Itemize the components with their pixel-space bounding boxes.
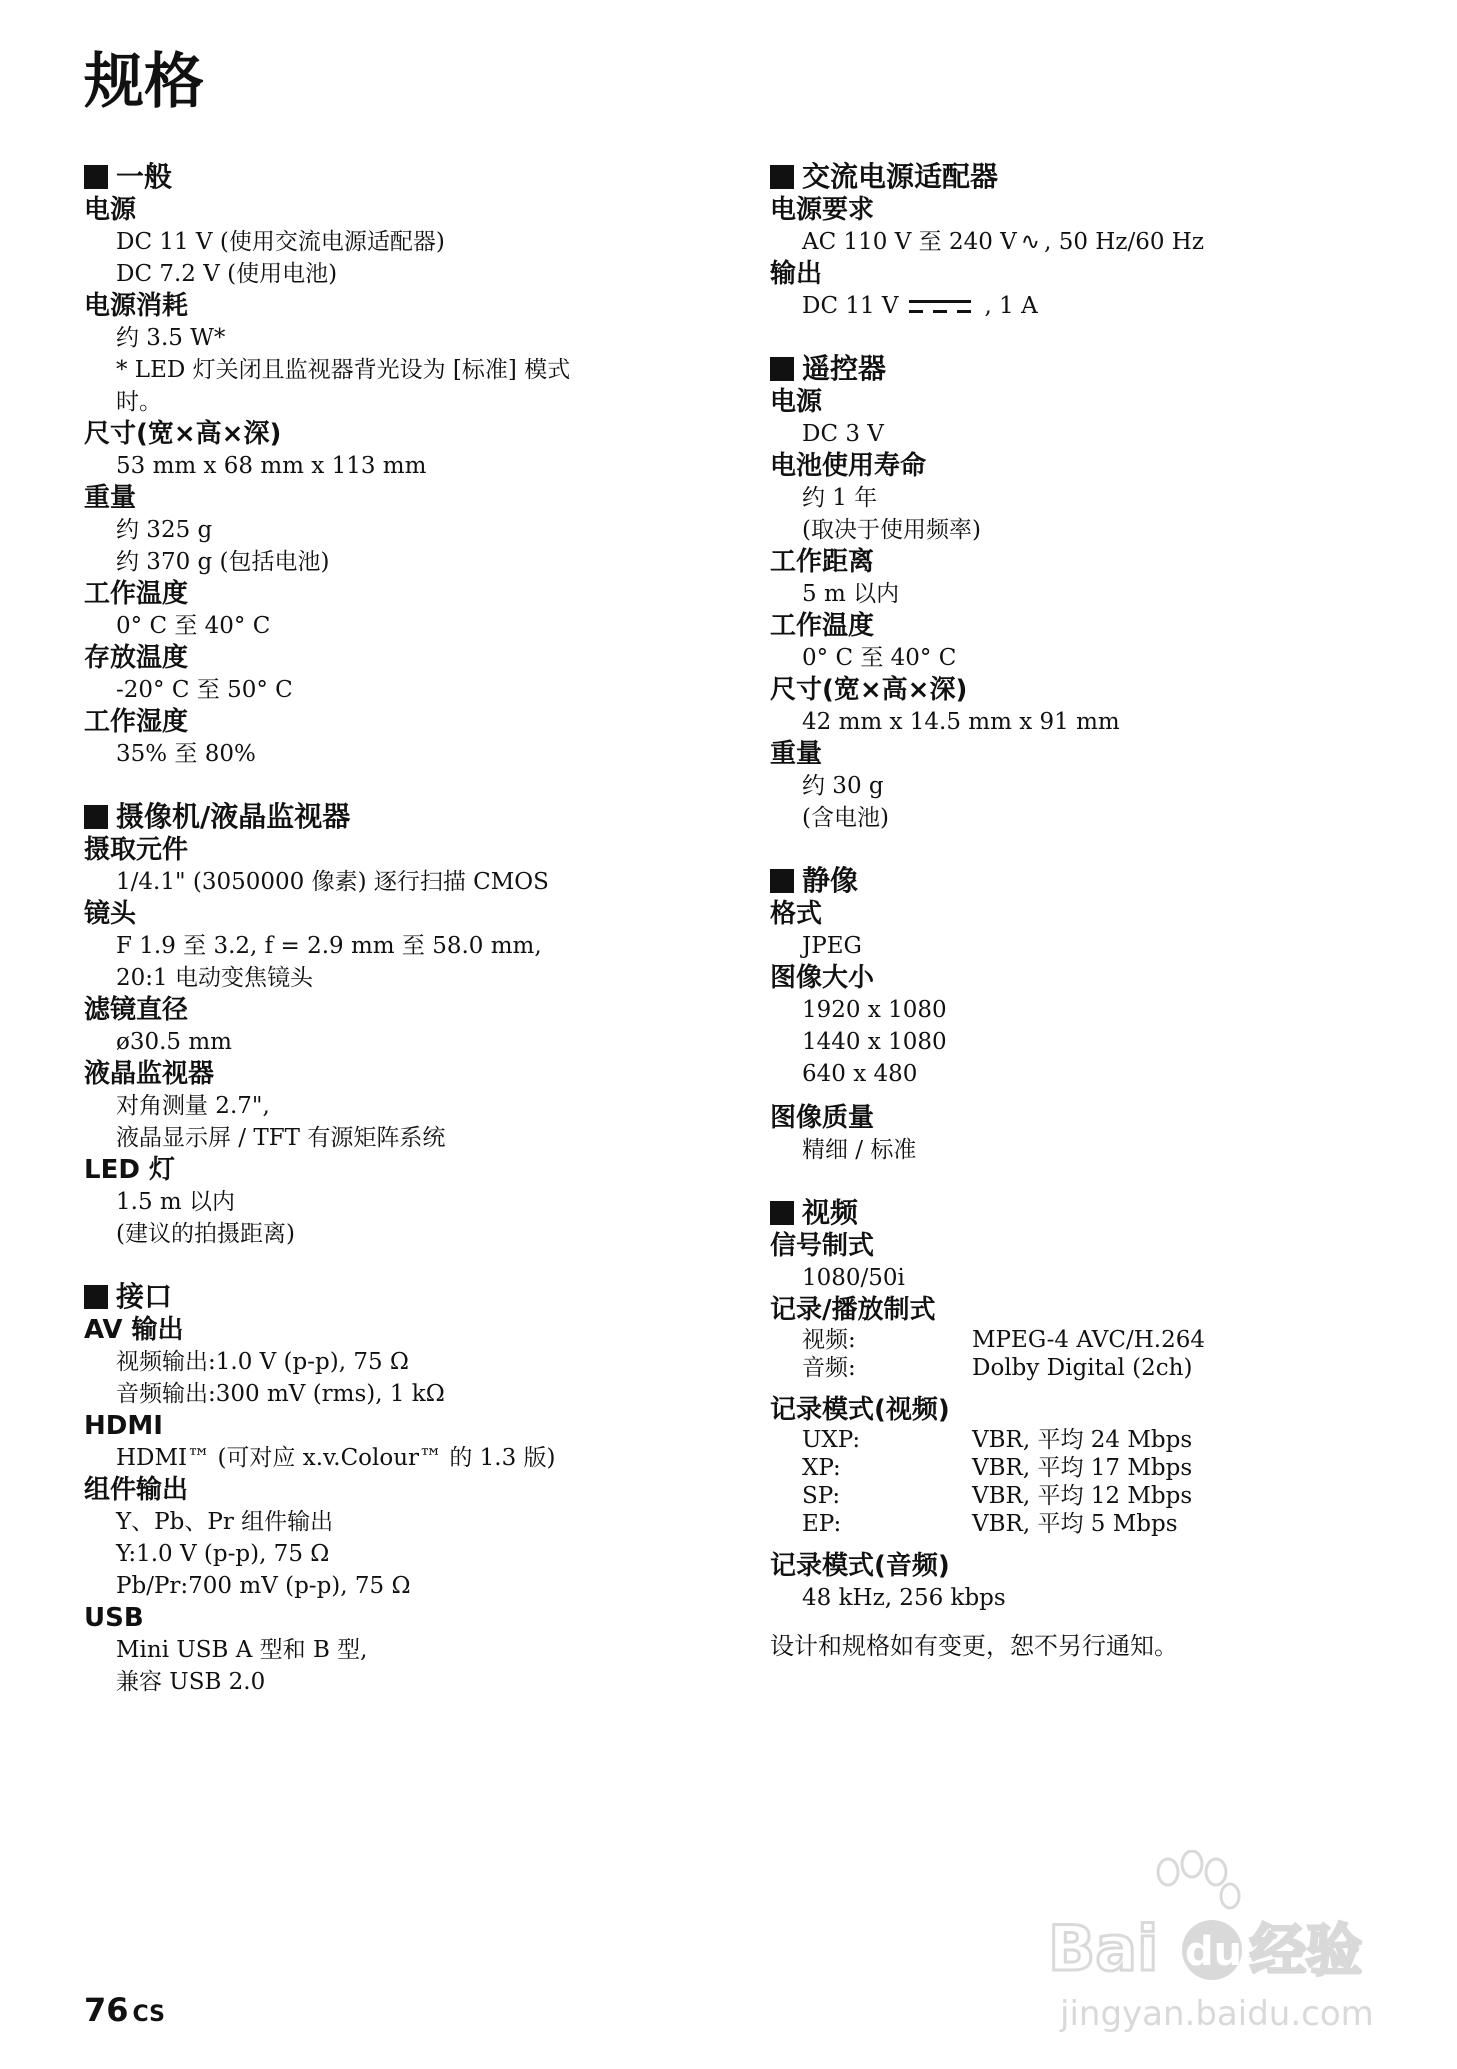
spec-label: LED 灯 bbox=[84, 1155, 175, 1185]
spec-value: 48 kHz, 256 kbps bbox=[802, 1585, 1006, 1611]
section-title: 静像 bbox=[802, 864, 859, 897]
square-bullet-icon bbox=[770, 165, 794, 189]
spec-key: XP: bbox=[802, 1455, 841, 1481]
section-ac-adapter bbox=[770, 160, 1410, 322]
spec-row-value: VBR, 平均 12 Mbps bbox=[972, 1483, 1193, 1509]
section-heading bbox=[770, 864, 1410, 898]
spec-label: HDMI bbox=[84, 1411, 163, 1441]
spec-value: 0° C 至 40° C bbox=[116, 613, 271, 639]
spec-label: 存放温度 bbox=[84, 643, 189, 673]
spec-label: 图像质量 bbox=[770, 1103, 875, 1133]
square-bullet-icon bbox=[770, 1201, 794, 1225]
spec-label: 电源 bbox=[770, 387, 823, 417]
page-title: 规格 bbox=[84, 47, 204, 117]
spec-row bbox=[770, 1454, 1410, 1482]
spec-label: 液晶监视器 bbox=[84, 1059, 215, 1089]
spec-label: 电源要求 bbox=[770, 195, 875, 225]
spec-label: 图像大小 bbox=[770, 963, 875, 993]
spec-row-value: VBR, 平均 5 Mbps bbox=[972, 1511, 1178, 1537]
spec-label: 输出 bbox=[770, 259, 823, 289]
left-column bbox=[84, 160, 724, 1728]
spec-label: 记录模式(音频) bbox=[770, 1551, 950, 1581]
page-number bbox=[84, 1990, 165, 2035]
spec-label: USB bbox=[84, 1603, 144, 1633]
spec-value: -20° C 至 50° C bbox=[116, 677, 293, 703]
spec-label: 摄取元件 bbox=[84, 835, 189, 865]
spec-value: 1080/50i bbox=[802, 1265, 905, 1291]
section-title: 接口 bbox=[116, 1280, 173, 1313]
baidu-jingyan-watermark bbox=[1040, 1850, 1410, 2050]
watermark-brand: Bai bbox=[1048, 1912, 1159, 1985]
spec-value: DC 11 V (使用交流电源适配器) bbox=[116, 229, 445, 255]
spec-value: 0° C 至 40° C bbox=[802, 645, 957, 671]
spec-key: SP: bbox=[802, 1483, 841, 1509]
spec-value: 约 3.5 W* bbox=[116, 325, 226, 351]
watermark-brand-cn: 经验 bbox=[1250, 1919, 1362, 1984]
spec-value: 精细 / 标准 bbox=[802, 1137, 917, 1163]
spec-row-value: VBR, 平均 17 Mbps bbox=[972, 1455, 1193, 1481]
spec-label: 电源消耗 bbox=[84, 291, 189, 321]
right-column bbox=[770, 160, 1410, 1692]
spec-value: * LED 灯关闭且监视器背光设为 [标准] 模式 bbox=[116, 357, 571, 383]
spec-value: 约 1 年 bbox=[802, 485, 878, 511]
spec-section bbox=[84, 1280, 724, 1698]
spec-value: 兼容 USB 2.0 bbox=[116, 1669, 266, 1695]
section-heading bbox=[84, 160, 724, 194]
spec-section bbox=[84, 800, 724, 1250]
spec-key: UXP: bbox=[802, 1427, 861, 1453]
spec-value: 1920 x 1080 bbox=[802, 997, 947, 1023]
page-language-code: CS bbox=[132, 2002, 165, 2027]
spec-key: 音频: bbox=[802, 1355, 856, 1381]
spec-value: (取决于使用频率) bbox=[802, 517, 981, 543]
spec-value: ø30.5 mm bbox=[116, 1029, 232, 1055]
spec-label: 工作湿度 bbox=[84, 707, 189, 737]
dc-symbol-icon bbox=[909, 298, 971, 316]
spec-label: AV 输出 bbox=[84, 1315, 184, 1345]
spec-row-value: Dolby Digital (2ch) bbox=[972, 1355, 1193, 1381]
spec-label: 电池使用寿命 bbox=[770, 451, 927, 481]
spec-value: 对角测量 2.7", bbox=[116, 1093, 270, 1119]
spec-value: 1440 x 1080 bbox=[802, 1029, 947, 1055]
spec-section bbox=[84, 160, 724, 770]
paw-logo-icon bbox=[1158, 1851, 1239, 1908]
spec-label: 记录模式(视频) bbox=[770, 1395, 950, 1425]
spec-value: Y:1.0 V (p-p), 75 Ω bbox=[116, 1541, 330, 1567]
spec-row bbox=[770, 1482, 1410, 1510]
section-title: 一般 bbox=[116, 160, 173, 193]
spec-label: 电源 bbox=[84, 195, 137, 225]
page-number-value: 76 bbox=[84, 1991, 129, 2029]
spec-value: 5 m 以内 bbox=[802, 581, 900, 607]
spec-key: 视频: bbox=[802, 1327, 856, 1353]
square-bullet-icon bbox=[770, 869, 794, 893]
spec-value: 视频输出:1.0 V (p-p), 75 Ω bbox=[116, 1349, 409, 1375]
spec-value bbox=[770, 290, 1410, 322]
section-heading bbox=[770, 352, 1410, 386]
spec-label: 重量 bbox=[770, 739, 823, 769]
section-heading bbox=[84, 1280, 724, 1314]
section-remote bbox=[770, 352, 1410, 834]
spec-label: 尺寸(宽×高×深) bbox=[770, 675, 968, 705]
spec-value: 35% 至 80% bbox=[116, 741, 256, 767]
spec-row-value: MPEG-4 AVC/H.264 bbox=[972, 1327, 1206, 1353]
spec-label: 重量 bbox=[84, 483, 137, 513]
spec-value: 约 30 g bbox=[802, 773, 884, 799]
spec-value: (含电池) bbox=[802, 805, 889, 831]
square-bullet-icon bbox=[770, 357, 794, 381]
section-video bbox=[770, 1196, 1410, 1662]
output-current-text: , 1 A bbox=[984, 293, 1038, 319]
power-frequency-text: , 50 Hz/60 Hz bbox=[1044, 229, 1204, 255]
spec-label: 工作距离 bbox=[770, 547, 875, 577]
spec-row bbox=[770, 1354, 1410, 1382]
section-title: 遥控器 bbox=[802, 352, 887, 385]
spec-label: 尺寸(宽×高×深) bbox=[84, 419, 282, 449]
spec-value: DC 3 V bbox=[802, 421, 884, 447]
spec-value: 时。 bbox=[116, 389, 162, 415]
spec-value: F 1.9 至 3.2, f = 2.9 mm 至 58.0 mm, bbox=[116, 933, 542, 959]
spec-value: JPEG bbox=[802, 933, 862, 959]
spec-value: 1/4.1" (3050000 像素) 逐行扫描 CMOS bbox=[116, 869, 549, 895]
section-title: 视频 bbox=[802, 1196, 859, 1229]
spec-label: 组件输出 bbox=[84, 1475, 189, 1505]
section-heading bbox=[770, 1196, 1410, 1230]
spec-value: (建议的拍摄距离) bbox=[116, 1221, 295, 1247]
spec-row bbox=[770, 1326, 1410, 1354]
spec-label: 记录/播放制式 bbox=[770, 1295, 936, 1325]
section-heading bbox=[770, 160, 1410, 194]
section-heading bbox=[84, 800, 724, 834]
spec-label: 滤镜直径 bbox=[84, 995, 189, 1025]
square-bullet-icon bbox=[84, 805, 108, 829]
spec-label: 格式 bbox=[770, 899, 823, 929]
spec-label: 镜头 bbox=[84, 899, 137, 929]
spec-value: HDMI™ (可对应 x.v.Colour™ 的 1.3 版) bbox=[116, 1445, 556, 1471]
spec-value: 音频输出:300 mV (rms), 1 kΩ bbox=[116, 1381, 445, 1407]
ac-wave-icon: ∿ bbox=[1020, 229, 1041, 255]
power-input-text: AC 110 V 至 240 V bbox=[802, 229, 1017, 255]
spec-value: 42 mm x 14.5 mm x 91 mm bbox=[802, 709, 1120, 735]
spec-value: 640 x 480 bbox=[802, 1061, 918, 1087]
watermark-url: jingyan.baidu.com bbox=[1060, 1994, 1374, 2034]
watermark-brand-du: du bbox=[1185, 1929, 1243, 1975]
square-bullet-icon bbox=[84, 1285, 108, 1309]
spec-value bbox=[770, 226, 1410, 258]
spec-value: Pb/Pr:700 mV (p-p), 75 Ω bbox=[116, 1573, 411, 1599]
spec-value: 1.5 m 以内 bbox=[116, 1189, 236, 1215]
spec-value: Mini USB A 型和 B 型, bbox=[116, 1637, 368, 1663]
spec-value: 20:1 电动变焦镜头 bbox=[116, 965, 313, 991]
spec-row-value: VBR, 平均 24 Mbps bbox=[972, 1427, 1193, 1453]
square-bullet-icon bbox=[84, 165, 108, 189]
spec-value: 约 370 g (包括电池) bbox=[116, 549, 330, 575]
section-title: 交流电源适配器 bbox=[802, 160, 999, 193]
change-notice: 设计和规格如有变更，恕不另行通知。 bbox=[770, 1632, 1178, 1660]
spec-value: DC 7.2 V (使用电池) bbox=[116, 261, 338, 287]
spec-value: Y、Pb、Pr 组件输出 bbox=[116, 1509, 334, 1535]
spec-key: EP: bbox=[802, 1511, 842, 1537]
output-voltage-text: DC 11 V bbox=[802, 293, 899, 319]
spec-value: 约 325 g bbox=[116, 517, 213, 543]
spec-value: 53 mm x 68 mm x 113 mm bbox=[116, 453, 427, 479]
spec-label: 信号制式 bbox=[770, 1231, 875, 1261]
section-still-image bbox=[770, 864, 1410, 1166]
spec-row bbox=[770, 1510, 1410, 1538]
spec-row bbox=[770, 1426, 1410, 1454]
spec-value: 液晶显示屏 / TFT 有源矩阵系统 bbox=[116, 1125, 446, 1151]
spec-label: 工作温度 bbox=[770, 611, 875, 641]
section-title: 摄像机/液晶监视器 bbox=[116, 800, 351, 833]
spec-label: 工作温度 bbox=[84, 579, 189, 609]
